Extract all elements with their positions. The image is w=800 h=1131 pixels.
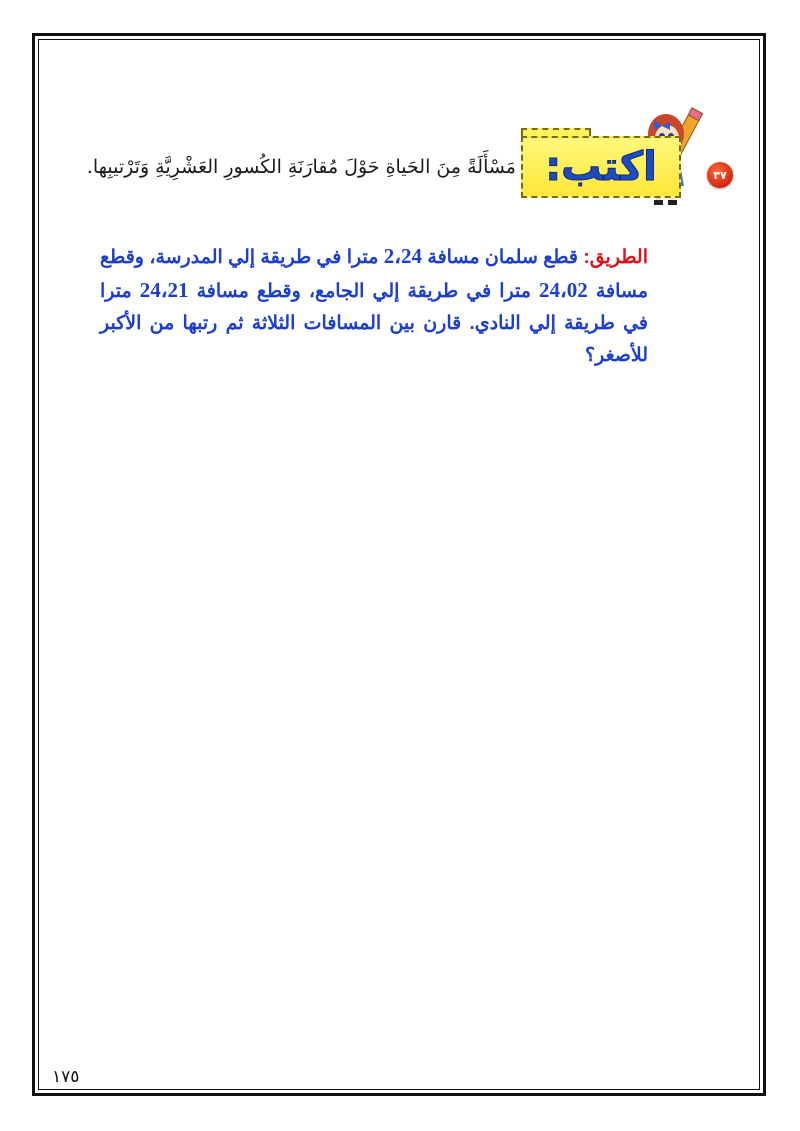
problem-text-part: مترا في طريقة إلي النادي. قارن بين المسافات الثلاثة ثم رتبها من الأكبر للأصغر؟ xyxy=(100,281,648,366)
write-label: اكتب: xyxy=(545,144,657,190)
problem-text-part: مترا في طريقة إلي الجامع، وقطع مسافة xyxy=(188,281,539,302)
question-number-badge-icon xyxy=(707,162,733,188)
problem-text-part: قطع سلمان مسافة xyxy=(422,247,584,268)
question-number: ٣٧ xyxy=(713,168,727,182)
problem-label: الطريق: xyxy=(583,247,648,268)
problem-text xyxy=(100,240,648,372)
distance-value: 24،02 xyxy=(538,278,588,302)
distance-value: 2،24 xyxy=(383,244,423,268)
write-box xyxy=(521,136,681,198)
question-header xyxy=(86,100,740,210)
problem-text-part: مترا في طريقة إلي المدرسة، وقطع مسافة xyxy=(100,247,649,302)
page-number: ١٧٥ xyxy=(52,1067,80,1087)
distance-value: 24،21 xyxy=(139,278,189,302)
question-instruction: مَسْأَلَةً مِنَ الحَياةِ حَوْلَ مُقارَنَةِ الكُسورِ العَشْرِيَّةِ وَتَرْتيبِها. xyxy=(86,156,516,178)
